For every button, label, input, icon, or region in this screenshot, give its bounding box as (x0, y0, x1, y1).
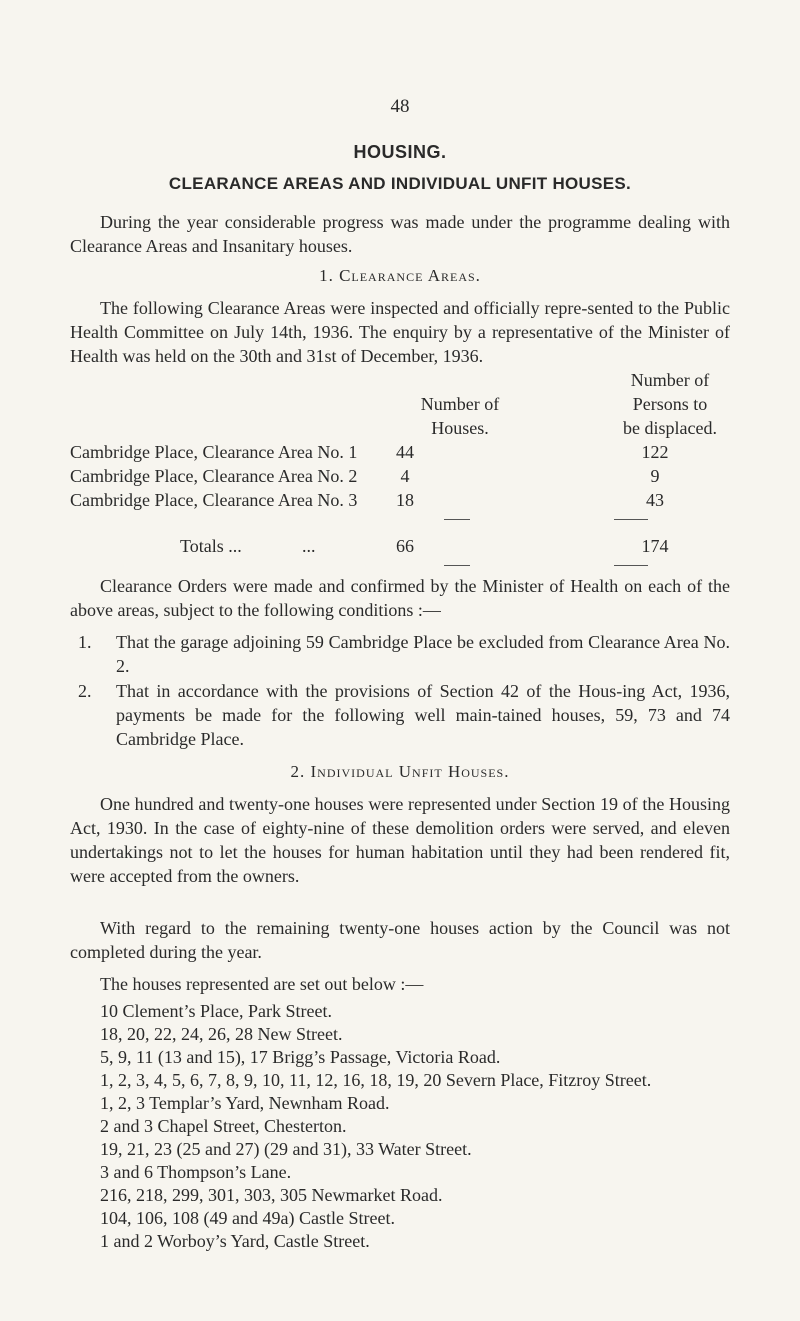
totals-dots: ... (302, 536, 316, 556)
condition-number: 1. (78, 632, 92, 652)
area-name: Cambridge Place, Clearance Area No. 2 (70, 466, 358, 486)
list-item: 10 Clement’s Place, Park Street. (100, 1001, 332, 1021)
col3-header-line1: Number of (630, 370, 710, 390)
houses-count: 18 (396, 490, 414, 510)
houses-count: 44 (396, 442, 414, 462)
col3-header-line2: Persons to (632, 394, 708, 414)
list-item: 1, 2, 3 Templar’s Yard, Newnham Road. (100, 1093, 390, 1113)
condition-item (70, 679, 730, 751)
list-item: 2 and 3 Chapel Street, Chesterton. (100, 1116, 347, 1136)
section2-paragraph-3: The houses represented are set out below :— (100, 974, 424, 994)
totals-label: Totals ... (180, 536, 242, 556)
table-row (70, 440, 770, 464)
persons-count: 43 (646, 490, 664, 510)
section2-title: 2. Individual Unfit Houses. (290, 762, 510, 781)
orders-paragraph: Clearance Orders were made and confirmed by the Minister of Health on each of the above areas, subject to the following conditions :— (70, 576, 730, 620)
list-item: 5, 9, 11 (13 and 15), 17 Brigg’s Passage, Victoria Road. (100, 1047, 501, 1067)
persons-count: 9 (650, 466, 660, 486)
address-list (70, 1000, 750, 1253)
page-number: 48 (390, 96, 410, 117)
total-rule-persons (614, 565, 648, 566)
col3-header-line3: be displaced. (623, 418, 717, 438)
total-rule-houses (444, 565, 470, 566)
condition-item (70, 630, 730, 678)
intro-paragraph: During the year considerable progress was made under the programme dealing with Clearance Areas and Insanitary houses. (70, 212, 730, 256)
list-item: 18, 20, 22, 24, 26, 28 New Street. (100, 1024, 343, 1044)
page-subheading: CLEARANCE AREAS AND INDIVIDUAL UNFIT HOUSES. (168, 174, 632, 193)
list-item: 216, 218, 299, 301, 303, 305 Newmarket Road. (100, 1185, 443, 1205)
table-row (70, 488, 770, 512)
totals-row (70, 534, 770, 558)
section1-paragraph: The following Clearance Areas were inspected and officially repre-sented to the Public Health Committee on July 14th, 1936. The enquiry by a representative of the Minister of Health was held on the 30th and 31st of December, 1936. (70, 298, 730, 366)
list-item: 1 and 2 Worboy’s Yard, Castle Street. (100, 1231, 370, 1251)
totals-houses: 66 (396, 536, 414, 556)
houses-count: 4 (400, 466, 410, 486)
persons-count: 122 (641, 442, 669, 462)
col2-header-line2: Houses. (431, 418, 489, 438)
col2-header-line1: Number of (420, 394, 500, 414)
area-name: Cambridge Place, Clearance Area No. 3 (70, 490, 358, 510)
condition-text: That the garage adjoining 59 Cambridge Place be excluded from Clearance Area No. 2. (116, 632, 730, 676)
table-row (70, 464, 770, 488)
list-item: 104, 106, 108 (49 and 49a) Castle Street. (100, 1208, 395, 1228)
totals-persons: 174 (641, 536, 669, 556)
condition-text: That in accordance with the provisions of Section 42 of the Hous-ing Act, 1936, payments be made for the following well main-tained houses, 59, 73 and 74 Cambridge Place. (116, 681, 730, 749)
section2-paragraph-1: One hundred and twenty-one houses were represented under Section 19 of the Housing Act, 1930. In the case of eighty-nine of these demolition orders were served, and eleven undertakings not to let the houses for human habitation until they had been rendered fit, were accepted from the owners. (70, 794, 730, 886)
section2-paragraph-2: With regard to the remaining twenty-one houses action by the Council was not completed during the year. (70, 918, 730, 962)
section1-title: 1. Clearance Areas. (319, 266, 481, 285)
page-heading: HOUSING. (353, 142, 447, 162)
list-item: 3 and 6 Thompson’s Lane. (100, 1162, 292, 1182)
list-item: 19, 21, 23 (25 and 27) (29 and 31), 33 Water Street. (100, 1139, 472, 1159)
subtotal-rule-houses (444, 519, 470, 520)
list-item: 1, 2, 3, 4, 5, 6, 7, 8, 9, 10, 11, 12, 16, 18, 19, 20 Severn Place, Fitzroy Street. (100, 1070, 652, 1090)
condition-number: 2. (78, 681, 92, 701)
area-name: Cambridge Place, Clearance Area No. 1 (70, 442, 358, 462)
subtotal-rule-persons (614, 519, 648, 520)
